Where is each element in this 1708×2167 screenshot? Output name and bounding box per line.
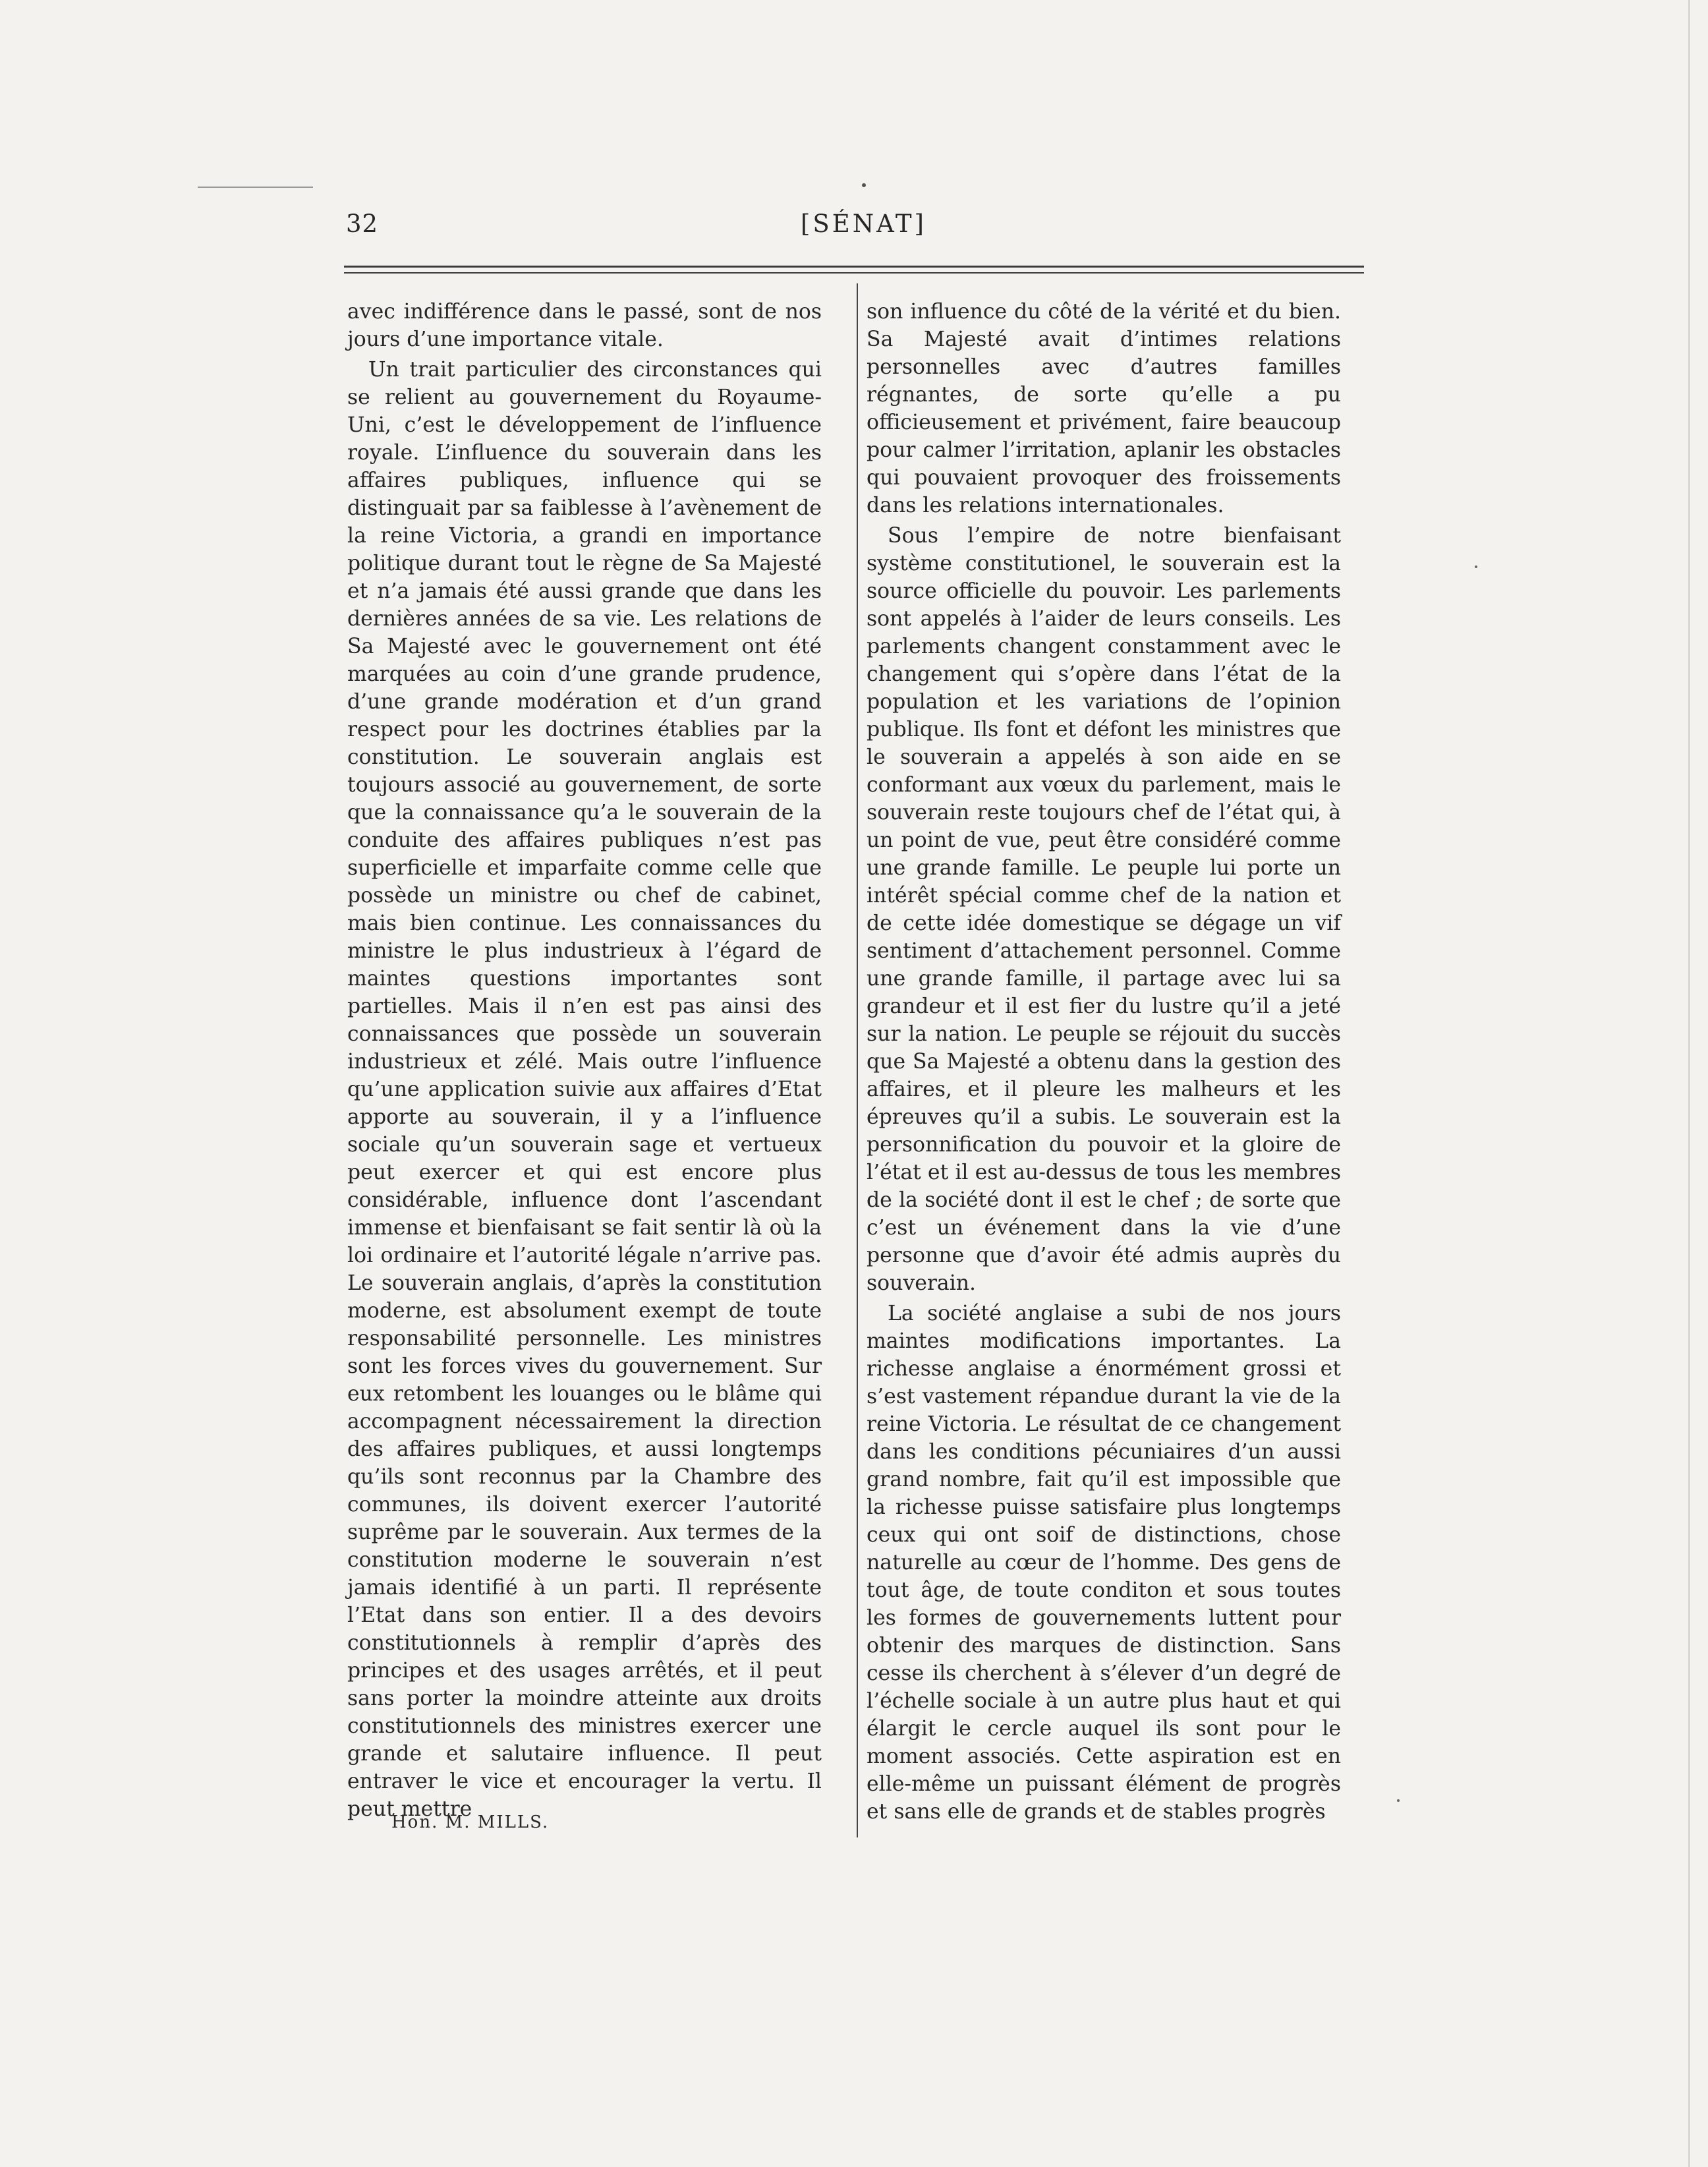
scan-speck <box>862 183 866 187</box>
scan-speck <box>1397 1799 1400 1802</box>
paragraph: avec indifférence dans le passé, sont de nos jours d’une importance vitale. <box>347 300 822 351</box>
right-column <box>867 298 1341 1826</box>
paragraph: La société anglaise a subi de nos jours maintes modifications importantes. La richesse anglaise a énormément grossi et s’est vastement répandue durant la vie de la reine Victoria. Le résultat de ce changement dans les conditions pécuniaires d’un aussi grand nombre, fait qu’il est impossible que la richesse puisse satisfaire plus longtemps ceux qui ont soif de distinctions, chose naturelle au cœur de l’homme. Des gens de tout âge, de toute conditon et sous toutes les formes de gouvernements luttent pour obtenir des marques de distinction. Sans cesse ils cherchent à s’élever d’un degré de l’échelle sociale à un autre plus haut et qui élargit le cercle auquel ils sont pour le moment associés. Cette aspiration est en elle-même un puissant élément de progrès et sans elle de grands et de stables progrès <box>867 1302 1341 1824</box>
section-title: [SÉNAT] <box>801 210 926 238</box>
paragraph: Un trait particulier des circonstances qui se relient au gouvernement du Royaume-Uni, c’est le développement de l’influence royale. L’influence du souverain dans les affaires publiques, influence qui se distinguait par sa faiblesse à l’avènement de la reine Victoria, a grandi en importance politique durant tout le règne de Sa Majesté et n’a jamais été aussi grande que dans les dernières années de sa vie. Les relations de Sa Majesté avec le gouvernement ont été marquées au coin d’une grande prudence, d’une grande modération et d’un grand respect pour les doctrines établies par la constitution. Le souverain anglais est toujours associé au gouvernement, de sorte que la connaissance qu’a le souverain de la conduite des affaires publiques n’est pas superficielle et imparfaite comme celle que possède un ministre ou chef de cabinet, mais bien continue. Les connaissances du ministre le plus industrieux à l’égard de maintes questions importantes sont partielles. Mais il n’en est pas ainsi des connaissances que possède un souverain industrieux et zélé. Mais outre l’influence qu’une application suivie aux affaires d’Etat apporte au souverain, il y a l’influence sociale qu’un souverain sage et vertueux peut exercer et qui est encore plus considérable, influence dont l’ascendant immense et bienfaisant se fait sentir là où la loi ordinaire et l’autorité légale n’arrive pas. Le souverain anglais, d’après la constitution moderne, est absolument exempt de toute responsabilité personnelle. Les ministres sont les forces vives du gouvernement. Sur eux retombent les louanges ou le blâme qui accompagnent nécessairement la direction des affaires publiques, et aussi longtemps qu’ils sont reconnus par la Chambre des communes, ils doivent exercer l’autorité suprême par le souverain. Aux termes de la constitution moderne le souverain n’est jamais identifié à un parti. Il représente l’Etat dans son entier. Il a des devoirs constitutionnels à remplir d’après des principes et des usages arrêtés, et il peut sans porter la moindre atteinte aux droits constitutionnels des ministres exercer une grande et salutaire influence. Il peut entraver le vice et encourager la vertu. Il peut mettre <box>347 358 822 1821</box>
speaker-footer: Hon. M. MILLS. <box>391 1812 550 1832</box>
paragraph: Sous l’empire de notre bienfaisant système constitutionel, le souverain est la source officielle du pouvoir. Les parlements sont appelés à l’aider de leurs conseils. Les parlements changent constamment avec le changement qui s’opère dans l’état de la population et les variations de l’opinion publique. Ils font et défont les ministres que le souverain a appelés à son aide en se conformant aux vœux du parlement, mais le souverain reste toujours chef de l’état qui, à un point de vue, peut être considéré comme une grande famille. Le peuple lui porte un intérêt spécial comme chef de la nation et de cette idée domestique se dégage un vif sentiment d’attachement personnel. Comme une grande famille, il partage avec lui sa grandeur et il est fier du lustre qu’il a jeté sur la nation. Le peuple se réjouit du succès que Sa Majesté a obtenu dans la gestion des affaires, et il pleure les malheurs et les épreuves qu’il a subis. Le souverain est la personnification du pouvoir et la gloire de l’état et il est au-dessus de tous les membres de la société dont il est le chef ; de sorte que c’est un événement dans la vie d’une personne que d’avoir été admis auprès du souverain. <box>867 524 1341 1295</box>
left-column <box>347 298 822 1823</box>
scan-mark-line <box>198 187 313 188</box>
header-double-rule <box>344 266 1364 274</box>
scan-speck <box>1475 565 1477 568</box>
running-head <box>346 210 1364 249</box>
scan-edge <box>1688 0 1690 2167</box>
column-divider <box>857 283 858 1837</box>
paragraph: son influence du côté de la vérité et du bien. Sa Majesté avait d’intimes relations personnelles avec d’autres familles régnantes, de sorte qu’elle a pu officieusement et privément, faire beaucoup pour calmer l’irritation, aplanir les obstacles qui pouvaient provoquer des froissements dans les relations internationales. <box>867 300 1341 517</box>
page-number: 32 <box>346 210 379 238</box>
